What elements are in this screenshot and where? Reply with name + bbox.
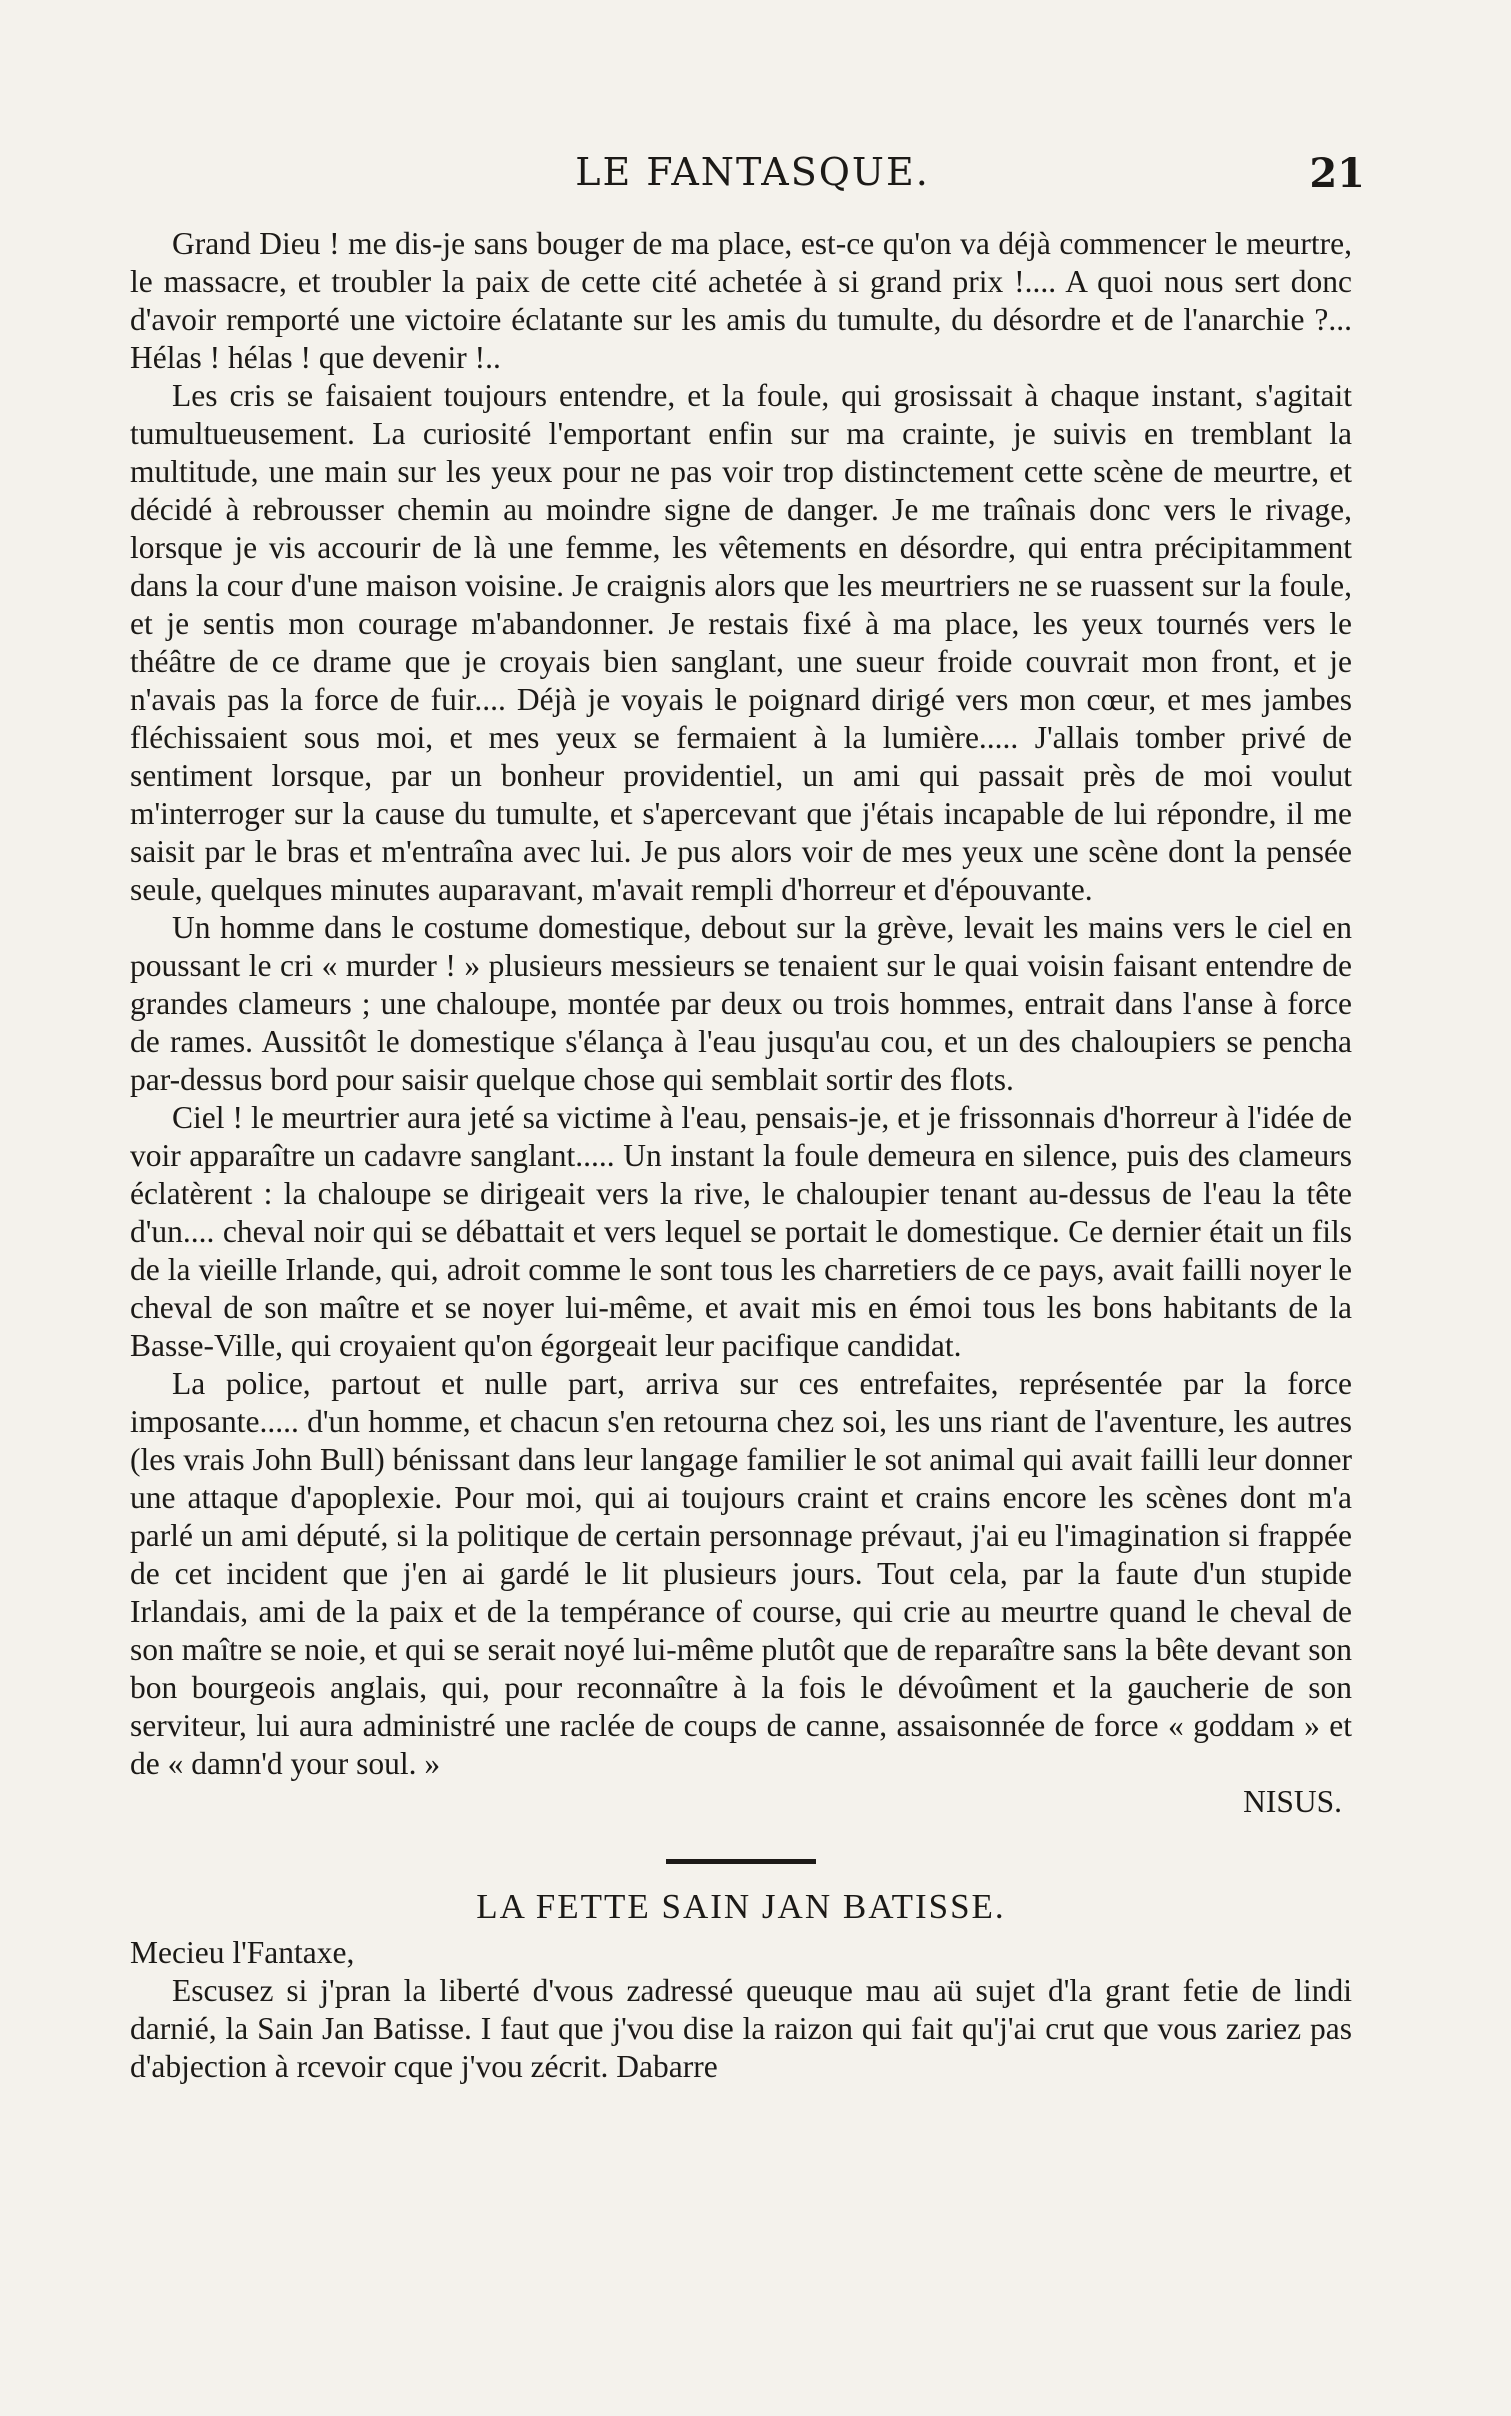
letter-paragraph: Escusez si j'pran la liberté d'vous zadressé queuque mau aü sujet d'la grant fetie de lindi darnié, la Sain Jan Batisse. I faut que j'vou dise la raizon qui fait qu'j'ai crut que vous zariez pas d'abjection à rcevoir cque j'vou zécrit. Dabarre bbox=[130, 1973, 1352, 2084]
section-title: LA FETTE SAIN JAN BATISSE. bbox=[476, 1887, 1006, 1926]
paragraph-2: Les cris se faisaient toujours entendre, et la foule, qui grosissait à chaque instant, s'agitait tumultueusement. La curiosité l'emportant enfin sur ma crainte, je suivis en tremblant la multitude, une main sur les yeux pour ne pas voir trop distinctement cette scène de meurtre, et décidé à rebrousser chemin au moindre signe de danger. Je me traînais donc vers le rivage, lorsque je vis accourir de là une femme, les vêtements en désordre, qui entra précipitamment dans la cour d'une maison voisine. Je craignis alors que les meurtriers ne se ruassent sur la foule, et je sentis mon courage m'abandonner. Je restais fixé à ma place, les yeux tournés vers le théâtre de ce drame que je croyais bien sanglant, une sueur froide couvrait mon front, et je n'avais pas la force de fuir.... Déjà je voyais le poignard dirigé vers mon cœur, et mes jambes fléchissaient sous moi, et mes yeux se fermaient à la lumière..... J'allais tomber privé de sentiment lorsque, par un bonheur providentiel, un ami qui passait près de moi voulut m'interroger sur la cause du tumulte, et s'apercevant que j'étais incapable de lui répondre, il me saisit par le bras et m'entraîna avec lui. Je pus alors voir de mes yeux une scène dont la pensée seule, quelques minutes auparavant, m'avait rempli d'horreur et d'épouvante. bbox=[130, 378, 1352, 907]
paragraph-3: Un homme dans le costume domestique, debout sur la grève, levait les mains vers le ciel en poussant le cri « murder ! » plusieurs messieurs se tenaient sur le quai voisin faisant entendre de grandes clameurs ; une chaloupe, montée par deux ou trois hommes, entrait dans l'anse à force de rames. Aussitôt le domestique s'élança à l'eau jusqu'au cou, et un des chaloupiers se pencha par-dessus bord pour saisir quelque chose qui semblait sortir des flots. bbox=[130, 910, 1352, 1097]
page-header bbox=[130, 150, 1375, 210]
letter-salutation: Mecieu l'Fantaxe, bbox=[130, 1935, 355, 1970]
paragraph-1: Grand Dieu ! me dis-je sans bouger de ma place, est-ce qu'on va déjà commencer le meurtre, le massacre, et troubler la paix de cette cité achetée à si grand prix !.... A quoi nous sert donc d'avoir remporté une victoire éclatante sur les amis du tumulte, du désordre et de l'anarchie ?... Hélas ! hélas ! que devenir !.. bbox=[130, 226, 1352, 375]
paragraph-5: La police, partout et nulle part, arriva sur ces entrefaites, représentée par la force imposante..... d'un homme, et chacun s'en retourna chez soi, les uns riant de l'aventure, les autres (les vrais John Bull) bénissant dans leur langage familier le sot animal qui avait failli leur donner une attaque d'apoplexie. Pour moi, qui ai toujours craint et crains encore les scènes dont m'a parlé un ami député, si la politique de certain personnage prévaut, j'ai eu l'imagination si frappée de cet incident que j'en ai gardé le lit plusieurs jours. Tout cela, par la faute d'un stupide Irlandais, ami de la paix et de la tempérance of course, qui crie au meurtre quand le cheval de son maître se noie, et qui se serait noyé lui-même plutôt que de reparaître sans la bête devant son bon bourgeois anglais, qui, pour reconnaître à la fois le dévoûment et la gaucherie de son serviteur, lui aura administré une raclée de coups de canne, assaisonnée de force « goddam » et de « damn'd your soul. » bbox=[130, 1366, 1352, 1781]
paragraph-4: Ciel ! le meurtrier aura jeté sa victime à l'eau, pensais-je, et je frissonnais d'horreur à l'idée de voir apparaître un cadavre sanglant..... Un instant la foule demeura en silence, puis des clameurs éclatèrent : la chaloupe se dirigeait vers la rive, le chaloupier tenant au-dessus de l'eau la tête d'un.... cheval noir qui se débattait et vers lequel se portait le domestique. Ce dernier était un fils de la vieille Irlande, qui, adroit comme le sont tous les charretiers de ce pays, avait failli noyer le cheval de son maître et se noyer lui-même, et avait mis en émoi tous les bons habitants de la Basse-Ville, qui croyaient qu'on égorgeait leur pacifique candidat. bbox=[130, 1100, 1352, 1363]
author-signature: NISUS. bbox=[1243, 1784, 1342, 1819]
running-title: LE FANTASQUE. bbox=[575, 150, 930, 194]
page-number: 21 bbox=[1309, 150, 1365, 197]
section-divider bbox=[666, 1859, 816, 1864]
article-body bbox=[130, 225, 1352, 2086]
